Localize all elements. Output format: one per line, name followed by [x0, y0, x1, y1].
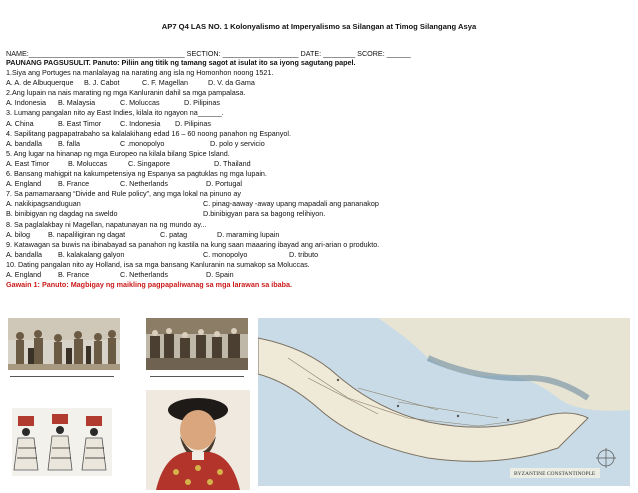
option: D. Pilipinas [184, 98, 220, 108]
option: C. Indonesia [120, 118, 161, 128]
question-1: 1.Siya ang Portuges na manlalayag na narating ang isla ng Homonhon noong 1521. [6, 68, 274, 78]
women-baskets-image [12, 408, 112, 476]
question-7-options-bd [6, 209, 632, 219]
option: D. Spain [206, 269, 234, 279]
map-title: BYZANTINE CONSTANTINOPLE [514, 471, 596, 477]
explorer-portrait-image [146, 390, 250, 490]
question-2: 2.Ang lupain na nais marating ng mga Kanluranin dahil sa mga pampalasa. [6, 88, 246, 98]
option: C. Singapore [128, 158, 170, 168]
document-title: AP7 Q4 LAS NO. 1 Kolonyalismo at Imperyalismo sa Silangan at Timog Silangang Asya [161, 22, 477, 31]
question-3-options [6, 119, 632, 129]
assembly-scene-image [146, 318, 248, 370]
question-6: 6. Bansang mahigpit na kakumpetensiya ng Espanya sa pagtuklas ng mga lupain. [6, 169, 267, 179]
option: C. patag [160, 229, 188, 239]
option: B. Moluccas [68, 158, 108, 168]
option: D. Thailand [214, 158, 251, 168]
option: D. tributo [289, 249, 319, 259]
question-4: 4. Sapilitang pagpapatrabaho sa kalalakihang edad 16 – 60 noong panahon ng Espanyol. [6, 128, 291, 138]
answer-line[interactable] [150, 376, 244, 377]
question-8: 8. Sa paglalakbay ni Magellan, napatunayan na ng mundo ay... [6, 219, 207, 229]
question-6-options [6, 179, 632, 189]
option: B. binibigyan ng dagdag na sweldo [6, 209, 118, 219]
option: C. monopolyo [203, 249, 248, 259]
question-1-options [6, 78, 632, 88]
option: A. England [6, 269, 42, 279]
option: C. Netherlands [120, 269, 168, 279]
option: B. napaliligiran ng dagat [48, 229, 126, 239]
option: C. F. Magellan [142, 78, 188, 88]
option: D. Pilipinas [175, 118, 211, 128]
student-info-line[interactable]: NAME:_______________________________________ SECTION: ___________________ DATE: ________ SCORE: ______ [6, 49, 411, 58]
option: A. A. de Albuquerque [6, 78, 74, 88]
option: B. kalakalang galyon [58, 249, 125, 259]
question-10-options [6, 270, 632, 280]
activity-instruction: Gawain 1: Panuto: Magbigay ng maikling pagpapaliwanag sa mga larawan sa ibaba. [6, 280, 292, 290]
option: A. nakikipagsanduguan [6, 199, 81, 209]
question-9-options [6, 250, 632, 260]
answer-line[interactable] [10, 376, 114, 377]
option: A. China [6, 118, 34, 128]
option: D. maraming lupain [217, 229, 280, 239]
option: A. England [6, 179, 42, 189]
option: C. Netherlands [120, 179, 168, 189]
question-9: 9. Katawagan sa buwis na ibinabayad sa panahon ng kastila na kung saan maaaring ibayad ang ari-arian o produkto. [6, 239, 380, 249]
question-4-options [6, 139, 632, 149]
constantinople-map-image [258, 318, 630, 486]
question-3: 3. Lumang pangalan nito ay East Indies, kilala ito ngayon na______. [6, 108, 224, 118]
question-7: 7. Sa pamamaraang “Divide and Rule policy”, ang mga lokal na pinuno ay [6, 189, 241, 199]
option: A. Indonesia [6, 98, 46, 108]
question-7-options-ac [6, 199, 632, 209]
option: D. polo y servicio [210, 138, 265, 148]
questionnaire [6, 58, 632, 290]
option: A. East Timor [6, 158, 50, 168]
question-10: 10. Dating pangalan nito ay Holland, isa sa mga bansang Kanluranin na sumakop sa Moluccas. [6, 259, 310, 269]
option: D. Portugal [206, 179, 242, 189]
option: A. bilog [6, 229, 30, 239]
question-5-options [6, 159, 632, 169]
option: D. V. da Gama [208, 78, 255, 88]
question-2-options [6, 98, 632, 108]
option: A. bandalla [6, 138, 42, 148]
option: C .monopolyo [120, 138, 165, 148]
option: D.binibigyan para sa bagong relihiyon. [203, 209, 326, 219]
option: B. East Timor [58, 118, 102, 128]
option: B. falla [58, 138, 80, 148]
instruction-preassessment: PAUNANG PAGSUSULIT. Panuto: Piliin ang titik ng tamang sagot at isulat ito sa iyong sagutang papel. [6, 58, 356, 67]
option: A. bandalla [6, 249, 42, 259]
question-8-options [6, 230, 632, 240]
option: B. J. Cabot [84, 78, 120, 88]
option: B. France [58, 179, 90, 189]
colonial-scene-image [8, 318, 120, 370]
option: C. pinag-aaway -away upang mapadali ang pananakop [203, 199, 379, 209]
option: B. Malaysia [58, 98, 96, 108]
option: B. France [58, 269, 90, 279]
question-5: 5. Ang lugar na hinanap ng mga Europeo na kilala bilang Spice Island. [6, 148, 230, 158]
option: C. Moluccas [120, 98, 160, 108]
